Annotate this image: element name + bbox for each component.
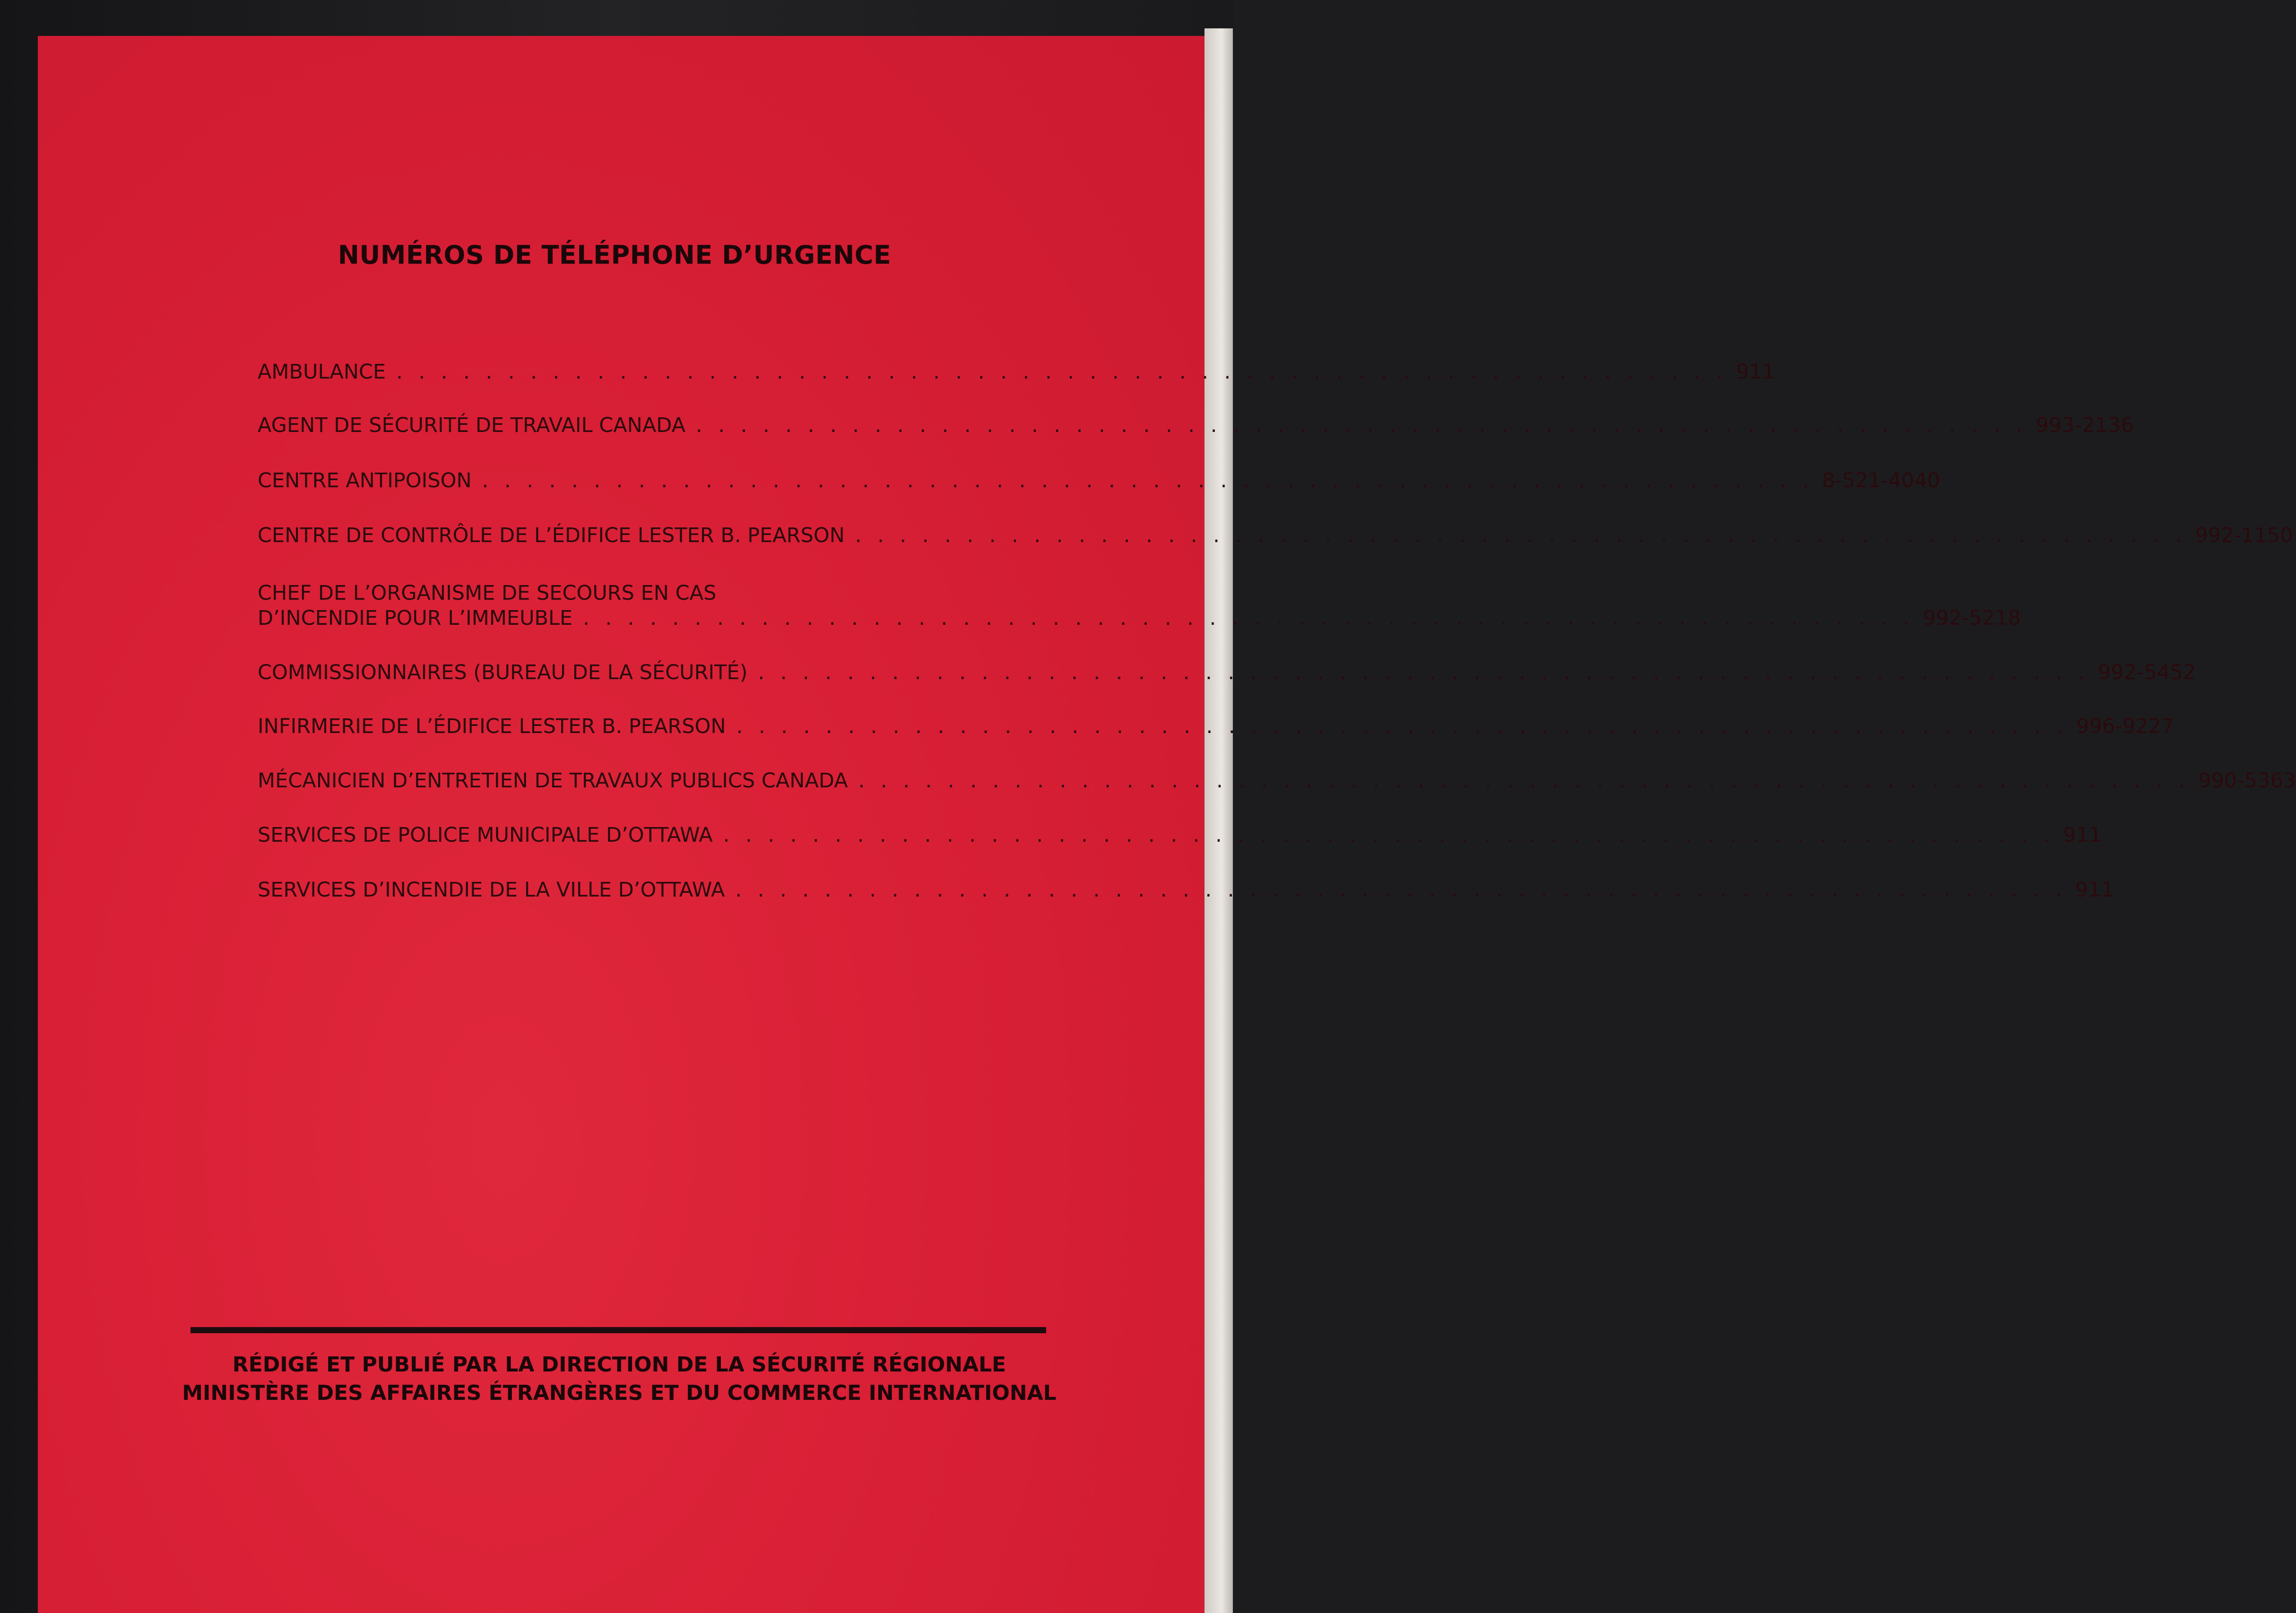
list-item-ambulance: [258, 360, 1775, 384]
entry-label: AMBULANCE: [258, 360, 386, 384]
dot-leader: . . . . . . . . . . . . . . . . . . . . . . . . . . . . . . . . . . . . . . . . . . . . . . . . . . . . . . . . . . . .: [735, 878, 2067, 902]
list-item-commissionaires: [258, 661, 2196, 684]
list-item-fire-warden: [258, 606, 2021, 630]
entry-phone-number: 992-1150: [2195, 524, 2293, 547]
list-item-ottawa-police: [258, 823, 2102, 847]
list-item-ottawa-fire: [258, 878, 2114, 902]
entry-label: INFIRMERIE DE L’ÉDIFICE LESTER B. PEARSON: [258, 715, 726, 738]
entry-phone-number: 911: [2075, 878, 2114, 902]
footer-publisher-line: RÉDIGÉ ET PUBLIÉ PAR LA DIRECTION DE LA SÉCURITÉ RÉGIONALE: [232, 1353, 1006, 1377]
list-item-poison-centre: [258, 469, 1941, 492]
dot-leader: . . . . . . . . . . . . . . . . . . . . . . . . . . . . . . . . . . . . . . . . . . . . . . . . . . . . . . . . . . . .: [583, 606, 1915, 630]
list-item-infirmary: [258, 715, 2175, 738]
entry-label: SERVICES DE POLICE MUNICIPALE D’OTTAWA: [258, 823, 713, 847]
entry-label: SERVICES D’INCENDIE DE LA VILLE D’OTTAWA: [258, 878, 725, 902]
dot-leader: . . . . . . . . . . . . . . . . . . . . . . . . . . . . . . . . . . . . . . . . . . . . . . . . . . . . . . . . . . . .: [736, 715, 2068, 738]
dot-leader: . . . . . . . . . . . . . . . . . . . . . . . . . . . . . . . . . . . . . . . . . . . . . . . . . . . . . . . . . . . .: [696, 414, 2027, 437]
entry-label: D’INCENDIE POUR L’IMMEUBLE: [258, 606, 573, 630]
dot-leader: . . . . . . . . . . . . . . . . . . . . . . . . . . . . . . . . . . . . . . . . . . . . . . . . . . . . . . . . . . . .: [482, 469, 1814, 492]
entry-phone-number: 992-5452: [2097, 661, 2196, 684]
entry-phone-number: 8-521-4040: [1822, 469, 1941, 492]
list-item-work-safety-officer: [258, 414, 2134, 437]
entry-label: CENTRE DE CONTRÔLE DE L’ÉDIFICE LESTER B. PEARSON: [258, 524, 845, 547]
entry-phone-number: 993-2136: [2036, 414, 2134, 437]
dot-leader: . . . . . . . . . . . . . . . . . . . . . . . . . . . . . . . . . . . . . . . . . . . . . . . . . . . . . . . . . . . .: [758, 661, 2089, 684]
entry-label: CENTRE ANTIPOISON: [258, 469, 472, 492]
dot-leader: . . . . . . . . . . . . . . . . . . . . . . . . . . . . . . . . . . . . . . . . . . . . . . . . . . . . . . . . . . . .: [855, 524, 2187, 547]
entry-phone-number: 911: [2063, 823, 2102, 847]
dot-leader: . . . . . . . . . . . . . . . . . . . . . . . . . . . . . . . . . . . . . . . . . . . . . . . . . . . . . . . . . . . .: [396, 360, 1728, 384]
entry-label: MÉCANICIEN D’ENTRETIEN DE TRAVAUX PUBLICS CANADA: [258, 769, 848, 793]
entry-label: AGENT DE SÉCURITÉ DE TRAVAIL CANADA: [258, 414, 686, 437]
entry-label-line1: CHEF DE L’ORGANISME DE SECOURS EN CAS: [258, 581, 717, 605]
footer-ministry-line: MINISTÈRE DES AFFAIRES ÉTRANGÈRES ET DU COMMERCE INTERNATIONAL: [182, 1381, 1057, 1405]
dot-leader: . . . . . . . . . . . . . . . . . . . . . . . . . . . . . . . . . . . . . . . . . . . . . . . . . . . . . . . . . . . .: [723, 823, 2055, 847]
entry-phone-number: 990-5363: [2198, 769, 2296, 793]
entry-phone-number: 911: [1736, 360, 1775, 384]
entry-phone-number: 992-5218: [1923, 606, 2021, 630]
divider-rule: [191, 1327, 1046, 1333]
entry-label: COMMISSIONNAIRES (BUREAU DE LA SÉCURITÉ): [258, 661, 748, 684]
entry-phone-number: 996-9227: [2076, 715, 2175, 738]
list-item-maintenance-mechanic: [258, 769, 2296, 793]
list-item-control-centre: [258, 524, 2293, 547]
dot-leader: . . . . . . . . . . . . . . . . . . . . . . . . . . . . . . . . . . . . . . . . . . . . . . . . . . . . . . . . . . . .: [858, 769, 2190, 793]
page-title: NUMÉROS DE TÉLÉPHONE D’URGENCE: [338, 240, 892, 270]
